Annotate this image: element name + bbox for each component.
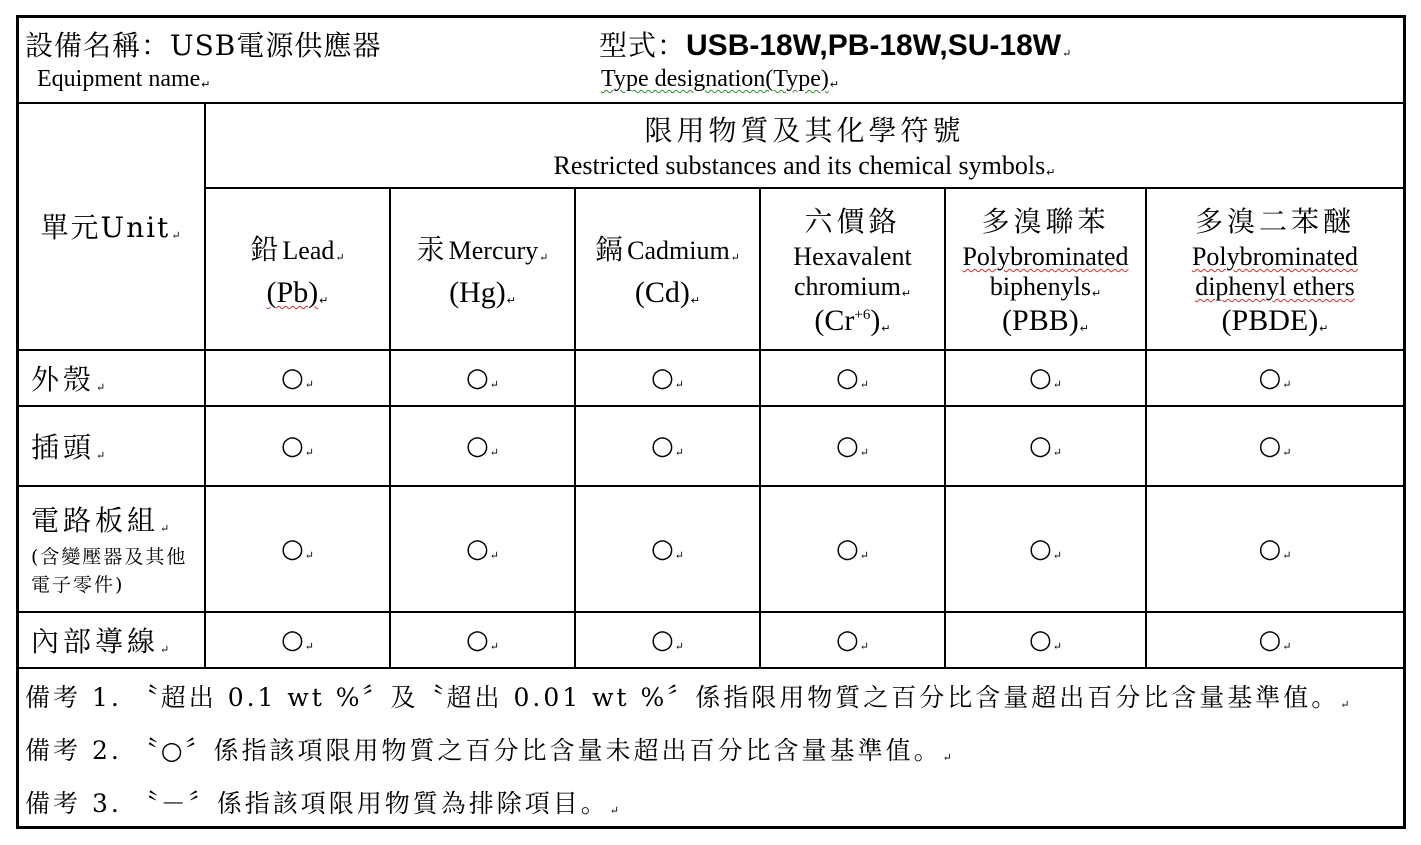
- remark-3: 備考 3. 〝－〞係指該項限用物質為排除項目。↵: [25, 789, 622, 818]
- table-cell: ○↵: [205, 350, 390, 406]
- table-cell: ○↵: [575, 486, 760, 612]
- column-pbb: 多溴聯苯 Polybrominated biphenyls↵ (PBB)↵: [945, 188, 1146, 350]
- table-row: [19, 612, 1403, 668]
- substance-table: [19, 102, 1403, 669]
- table-row: [19, 350, 1403, 406]
- row-label: 外殼↵: [19, 350, 205, 406]
- equipment-label-zh: 設備名稱：: [25, 29, 171, 62]
- table-cell: ○↵: [575, 612, 760, 668]
- column-hexavalent-chromium: 六價鉻 Hexavalent chromium↵ $(Cr^{+6})↵$: [760, 188, 945, 350]
- table-cell: ○↵: [1146, 486, 1403, 612]
- type-label-en: Type designation(Type)↵: [601, 66, 840, 92]
- equipment-name-line: [25, 24, 381, 64]
- table-cell: ○↵: [205, 406, 390, 486]
- table-cell: ○↵: [390, 612, 575, 668]
- type-line: 型式：USB-18W,PB-18W,SU-18W↵: [599, 29, 1073, 62]
- table-row: [19, 486, 1403, 612]
- type-label-zh: 型式：: [599, 29, 687, 62]
- row-label: 電路板組↵ (含變壓器及其他電子零件): [19, 486, 205, 612]
- unit-header: 單元Unit↵: [19, 102, 205, 350]
- table-cell: ○↵: [575, 406, 760, 486]
- table-cell: ○↵: [390, 350, 575, 406]
- table-cell: ○↵: [760, 406, 945, 486]
- column-lead: 鉛Lead↵ (Pb)↵: [205, 188, 390, 350]
- row-sublabel: (含變壓器及其他電子零件): [31, 546, 188, 596]
- table-cell: ○↵: [575, 350, 760, 406]
- table-cell: ○↵: [760, 350, 945, 406]
- table-cell: ○↵: [390, 406, 575, 486]
- table-cell: ○↵: [945, 486, 1146, 612]
- rohs-declaration-table: [16, 15, 1406, 829]
- table-cell: ○↵: [760, 612, 945, 668]
- table-cell: ○↵: [945, 406, 1146, 486]
- equipment-value: USB電源供應器: [170, 29, 382, 62]
- remark-1: 備考 1. 〝超出 0.1 wt %〞及〝超出 0.01 wt %〞係指限用物質之百分比含量超出百分比含量基準值。↵: [25, 683, 1353, 712]
- table-cell: ○↵: [1146, 612, 1403, 668]
- row-label: 內部導線↵: [19, 612, 205, 668]
- row-label: 插頭↵: [19, 406, 205, 486]
- remark-2: 備考 2. 〝○〞係指該項限用物質之百分比含量未超出百分比含量基準值。↵: [25, 736, 955, 765]
- equipment-label-en: Equipment name↵: [37, 66, 211, 92]
- group-header-zh: 限用物質及其化學符號: [644, 113, 965, 147]
- table-cell: ○↵: [945, 612, 1146, 668]
- type-value: USB-18W,PB-18W,SU-18W: [686, 29, 1062, 62]
- table-cell: ○↵: [1146, 406, 1403, 486]
- table-row: [19, 406, 1403, 486]
- table-cell: ○↵: [760, 486, 945, 612]
- table-cell: ○↵: [205, 486, 390, 612]
- table-cell: ○↵: [945, 350, 1146, 406]
- column-cadmium: 鎘Cadmium↵ (Cd)↵: [575, 188, 760, 350]
- restricted-substances-header: [205, 102, 1403, 188]
- table-cell: ○↵: [205, 612, 390, 668]
- column-pbde: 多溴二苯醚 Polybrominated diphenyl ethers (PBDE)↵: [1146, 188, 1403, 350]
- table-cell: ○↵: [1146, 350, 1403, 406]
- group-header-en: Restricted substances and its chemical symbols↵: [553, 150, 1056, 180]
- table-cell: ○↵: [390, 486, 575, 612]
- document-header: [19, 18, 1403, 104]
- column-mercury: 汞Mercury↵ (Hg)↵: [390, 188, 575, 350]
